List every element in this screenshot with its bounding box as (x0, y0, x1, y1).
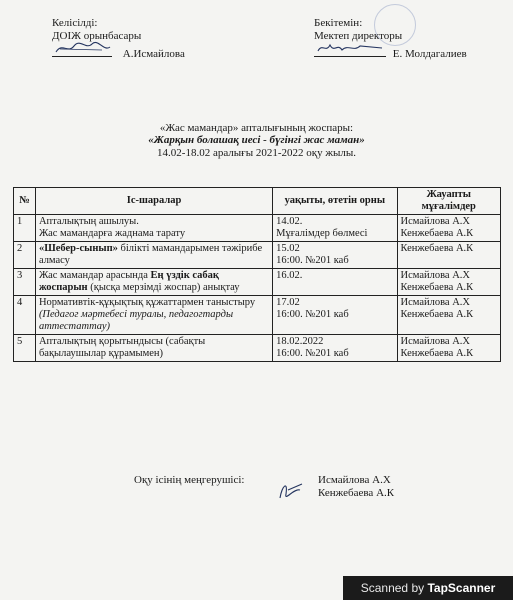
row-responsible: Кенжебаева А.К (397, 242, 500, 269)
left-approval-block (52, 17, 185, 61)
row-responsible: Исмайлова А.Х Кенжебаева А.К (397, 269, 500, 296)
right-approval-block (314, 17, 467, 61)
event-text-part: (Педагог мәртебесі туралы, педагогтарды аттестаттау) (38, 309, 234, 332)
event-text-part: «Шебер-сынып» (38, 243, 118, 254)
row-time-place: 18.02.2022 16:00. №201 каб (273, 335, 397, 362)
row-time-place: 15.02 16:00. №201 каб (273, 242, 397, 269)
row-number: 1 (14, 215, 36, 242)
table-row (14, 269, 501, 296)
footer-signature-icon (274, 476, 306, 504)
footer-name-2: Кенжебаева А.К (318, 487, 395, 499)
event-text-part: Ең үздік сабақ жоспарын (38, 270, 219, 293)
event-text-part: (қысқа мерзімді жоспар) анықтау (87, 282, 240, 293)
event-text-part: білікті мамандарымен тәжірибе алмасу (38, 243, 263, 266)
row-time-place: 17.02 16:00. №201 каб (273, 296, 397, 335)
table-header-row (14, 188, 501, 215)
right-signature-icon (314, 40, 386, 56)
row-time-place: 14.02. Мұғалімдер бөлмесі (273, 215, 397, 242)
plan-table (13, 187, 501, 362)
event-text-part: Жас мамандарға жаднама тарату (38, 228, 186, 239)
table-row (14, 335, 501, 362)
table-row (14, 296, 501, 335)
footer-label: Оқу ісінің меңгерушісі: (134, 474, 245, 486)
row-number: 5 (14, 335, 36, 362)
footer-name-1: Исмайлова А.Х (318, 474, 391, 486)
row-responsible: Исмайлова А.Х Кенжебаева А.К (397, 296, 500, 335)
row-event (35, 242, 272, 269)
row-number: 3 (14, 269, 36, 296)
header-events: Іс-шаралар (35, 188, 272, 215)
table-row (14, 242, 501, 269)
table-row (14, 215, 501, 242)
header-responsible: Жауапты мұғалімдер (397, 188, 500, 215)
watermark-prefix: Scanned by (360, 581, 428, 595)
row-event (35, 296, 272, 335)
right-signature-line (314, 45, 386, 57)
row-responsible: Исмайлова А.Х Кенжебаева А.К (397, 215, 500, 242)
right-approval-position: Мектеп директоры (314, 30, 403, 42)
header-number: № (14, 188, 36, 215)
row-number: 4 (14, 296, 36, 335)
scanner-watermark (343, 576, 513, 600)
left-signature-icon (52, 40, 112, 56)
right-approval-heading: Бекітемін: (314, 17, 363, 29)
header-time-place: уақыты, өтетін орны (273, 188, 397, 215)
left-approver-name: А.Исмайлова (122, 48, 185, 60)
left-signature-line (52, 45, 112, 57)
row-event (35, 215, 272, 242)
watermark-brand: TapScanner (427, 581, 496, 595)
event-text-part: Апталықтың ашылуы. (38, 216, 139, 227)
left-approval-position: ДОІЖ орынбасары (52, 30, 142, 42)
row-event (35, 269, 272, 296)
event-text-part: Апталықтың қорытындысы (сабақты бақылаушылар құрамымен) (38, 336, 206, 359)
event-text-part: Нормативтік-құқықтық құжаттармен таныстыру (38, 297, 256, 308)
row-time-place: 16.02. (273, 269, 397, 296)
row-event (35, 335, 272, 362)
row-responsible: Исмайлова А.Х Кенжебаева А.К (397, 335, 500, 362)
left-approval-heading: Келісілді: (52, 17, 98, 29)
event-text-part: Жас мамандар арасында (38, 270, 151, 281)
right-approver-name: Е. Молдагалиев (392, 48, 467, 60)
plan-dates: 14.02-18.02 аралығы 2021-2022 оқу жылы. (157, 147, 356, 159)
row-number: 2 (14, 242, 36, 269)
plan-title: «Жас мамандар» апталығының жоспары: (159, 122, 354, 134)
plan-subtitle: «Жарқын болашақ иесі - бүгінгі жас маман» (148, 134, 365, 146)
